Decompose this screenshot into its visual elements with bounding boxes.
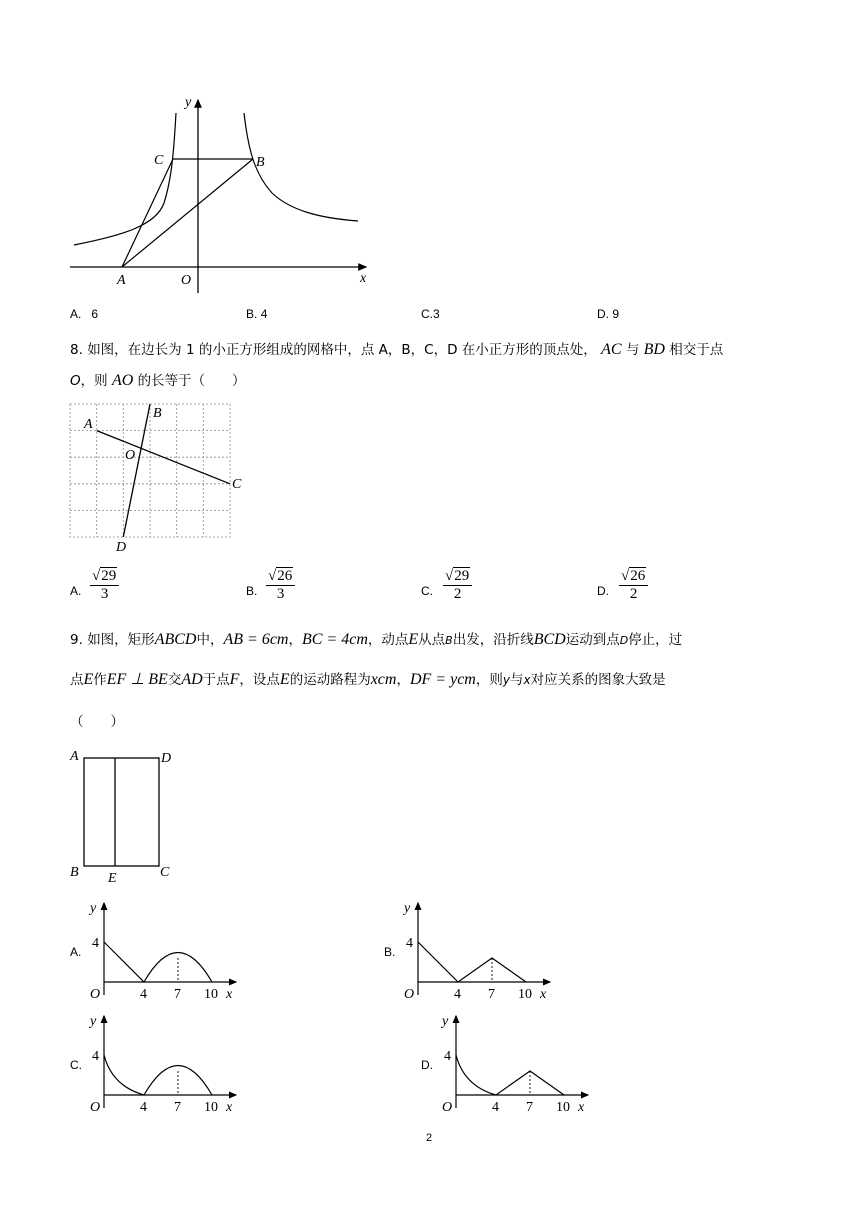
- q7-option-b-value: 4: [260, 307, 268, 321]
- q7-label-y: y: [185, 95, 192, 110]
- q7-option-c-value: 3: [433, 307, 440, 321]
- q9-l2a: 点: [70, 672, 84, 688]
- q8-option-d[interactable]: D.: [597, 584, 609, 598]
- q7-segment-AB: [122, 159, 253, 267]
- q9-b-small: B: [445, 634, 453, 647]
- q9-l2f: 的运动路程为: [289, 672, 371, 688]
- q9-graph-d-y4: 4: [444, 1049, 451, 1064]
- q9-xv: x: [523, 673, 531, 687]
- q7-figure: [60, 88, 380, 298]
- q8-option-b-denominator: 3: [276, 586, 285, 602]
- q7-segment-AC: [122, 159, 173, 267]
- q9-graph-a: [84, 895, 244, 1005]
- q9-yv: y: [502, 673, 510, 687]
- q9-dfy: DF = ycm: [409, 671, 476, 688]
- q9-graph-b-x10: 10: [518, 987, 532, 1002]
- q9-graph-c: [84, 1008, 244, 1118]
- q8-option-a-radicand: 29: [101, 568, 117, 584]
- q7-label-C: C: [154, 153, 164, 168]
- q8-option-c-radicand: 29: [454, 568, 470, 584]
- q7-label-A: A: [117, 273, 126, 288]
- q9-option-b[interactable]: B.: [384, 945, 396, 959]
- q9-graph-c-o: O: [90, 1100, 101, 1115]
- q8-ao: AO: [111, 372, 134, 389]
- q9-graph-b-x: x: [540, 987, 547, 1002]
- q8-option-d-fraction: $\frac{√26}{2}$: [619, 568, 648, 603]
- q8-text-1: 如图，在边长为 1 的小正方形组成的网格中，点 A，B，C，D 在小正方形的顶点处，: [87, 342, 597, 358]
- q9-option-d[interactable]: D.: [421, 1058, 433, 1072]
- q8-with: 与: [625, 342, 640, 358]
- q9-graph-b-x7: 7: [488, 987, 495, 1002]
- q8-option-a-fraction: $\frac{√29}{3}$: [90, 568, 119, 603]
- q8-then: ，则: [80, 373, 108, 389]
- q9-e2: E: [279, 671, 290, 688]
- q9-label-C: C: [160, 865, 170, 880]
- q9-graph-c-y4: 4: [92, 1049, 99, 1064]
- q8-option-b[interactable]: B.: [246, 584, 258, 598]
- q9-graph-a-o: O: [90, 987, 101, 1002]
- q9-graph-a-x7: 7: [174, 987, 181, 1002]
- q7-option-b[interactable]: [246, 307, 267, 321]
- q9-l2i: 与: [509, 672, 524, 688]
- q9-graph-c-x: x: [226, 1100, 233, 1115]
- q9-graph-d-x: x: [578, 1100, 585, 1115]
- q8-label-A: A: [84, 417, 93, 432]
- q9-t4: 从点: [418, 632, 446, 648]
- q9-graph-a-curve: [104, 942, 212, 982]
- q9-t1: 如图，矩形: [87, 632, 155, 648]
- q9-l2e: E: [83, 671, 94, 688]
- q9-d-small: D: [619, 634, 629, 647]
- q9-xcm: xcm: [370, 671, 397, 688]
- q7-option-c[interactable]: [421, 307, 440, 321]
- q9-l2g: ，: [396, 672, 410, 688]
- q9-graph-b-o: O: [404, 987, 415, 1002]
- q9-bc: BC = 4cm: [301, 631, 368, 648]
- q8-stem-line2: [70, 371, 246, 391]
- q8-line-BD: [123, 404, 150, 537]
- q8-option-b-fraction: $\frac{√26}{3}$: [266, 568, 295, 603]
- q7-option-a-letter: A.: [70, 307, 82, 321]
- q9-graph-d: [436, 1008, 596, 1118]
- q9-comma: ，: [288, 632, 302, 648]
- q9-graph-b-curve: [418, 942, 526, 982]
- q7-label-x: x: [360, 271, 367, 286]
- q9-f: F: [229, 671, 240, 688]
- q9-l2c: 交: [167, 672, 182, 688]
- q8-number: 8.: [70, 342, 83, 358]
- q8-option-c-fraction: $\frac{√29}{2}$: [443, 568, 472, 603]
- q9-option-c[interactable]: C.: [70, 1058, 82, 1072]
- q9-graph-b-y4: 4: [406, 936, 413, 951]
- q9-t5: 出发，沿折线: [452, 632, 534, 648]
- q9-graph-d-curve: [456, 1055, 564, 1095]
- q9-stem-line3: （ ）: [70, 714, 124, 730]
- q9-graph-c-x10: 10: [204, 1100, 218, 1115]
- q9-l2b: 作: [93, 672, 107, 688]
- q9-graph-d-o: O: [442, 1100, 453, 1115]
- q9-graph-a-y: y: [90, 901, 97, 916]
- q9-rectangle-ABCD: [84, 758, 159, 866]
- q9-t6: 运动到点: [565, 632, 620, 648]
- q8-option-a-denominator: 3: [100, 586, 109, 602]
- q8-ac: AC: [601, 341, 622, 358]
- q8-text-end: 的长等于（ ）: [137, 373, 246, 389]
- q8-option-d-denominator: 2: [629, 586, 638, 602]
- q9-graph-c-x7: 7: [174, 1100, 181, 1115]
- q8-label-B: B: [153, 406, 162, 421]
- q9-graph-d-x4: 4: [492, 1100, 499, 1115]
- q7-option-b-letter: B.: [246, 307, 258, 321]
- q9-rectangle-figure: [64, 742, 184, 887]
- q8-label-C: C: [232, 477, 242, 492]
- q7-left-hyperbola: [74, 113, 176, 245]
- q8-option-d-radicand: 26: [630, 568, 646, 584]
- q9-l2d: 于点: [202, 672, 230, 688]
- q7-option-d[interactable]: [597, 307, 619, 321]
- q9-stem-line1: [70, 630, 682, 651]
- q7-option-d-value: 9: [612, 307, 620, 321]
- q9-t7: 停止，过: [628, 632, 683, 648]
- q9-l2j: 对应关系的图象大致是: [530, 672, 666, 688]
- q8-bd: BD: [643, 341, 665, 358]
- q9-t3: ，动点: [367, 632, 409, 648]
- q9-graph-a-x10: 10: [204, 987, 218, 1002]
- q7-option-c-letter: C.: [421, 307, 433, 321]
- q9-ad: AD: [181, 671, 203, 688]
- q9-graph-a-y4: 4: [92, 936, 99, 951]
- q8-label-O: O: [125, 448, 136, 463]
- q9-graph-c-y: y: [90, 1014, 97, 1029]
- q9-graph-b: [398, 895, 558, 1005]
- q9-option-a[interactable]: A.: [70, 945, 82, 959]
- q7-option-a[interactable]: [70, 307, 98, 321]
- q8-option-c[interactable]: C.: [421, 584, 433, 598]
- q7-label-O: O: [181, 273, 192, 288]
- q7-label-B: B: [256, 155, 265, 170]
- q9-l2e2: ，设点: [239, 672, 280, 688]
- q9-graph-d-y: y: [442, 1014, 449, 1029]
- q9-graph-b-x4: 4: [454, 987, 461, 1002]
- q8-label-D: D: [116, 540, 127, 555]
- q8-stem-line1: [70, 340, 723, 360]
- q8-grid-figure: [64, 398, 254, 558]
- q9-l2h: ，则: [475, 672, 503, 688]
- q9-graph-a-x: x: [226, 987, 233, 1002]
- q8-grid: [70, 404, 230, 537]
- page-number: 2: [426, 1132, 433, 1144]
- q7-option-a-value: 6: [91, 307, 99, 321]
- q9-graph-a-x4: 4: [140, 987, 147, 1002]
- q9-stem-line2: [70, 670, 666, 690]
- q9-label-B: B: [70, 865, 79, 880]
- q9-ab: AB = 6cm: [223, 631, 289, 648]
- q9-label-E: E: [108, 871, 117, 886]
- q9-efbe: EF ⊥ BE: [106, 671, 168, 688]
- q8-option-c-denominator: 2: [453, 586, 462, 602]
- q9-number: 9.: [70, 632, 83, 648]
- q9-abcd: ABCD: [154, 631, 197, 648]
- q9-bcd: BCD: [533, 631, 566, 648]
- q9-graph-b-y: y: [404, 901, 411, 916]
- q9-graph-d-x7: 7: [526, 1100, 533, 1115]
- q9-e: E: [408, 631, 419, 648]
- q9-label-D: D: [161, 751, 172, 766]
- q9-graph-d-x10: 10: [556, 1100, 570, 1115]
- q8-option-b-radicand: 26: [277, 568, 293, 584]
- q7-option-d-letter: D.: [597, 307, 609, 321]
- q9-t2: 中，: [196, 632, 224, 648]
- q8-option-a[interactable]: A.: [70, 584, 82, 598]
- q8-point-o: O: [70, 373, 81, 389]
- q9-graph-c-x4: 4: [140, 1100, 147, 1115]
- q9-graph-c-curve: [104, 1055, 212, 1095]
- q9-label-A: A: [70, 749, 79, 764]
- q8-intersect: 相交于点: [669, 342, 724, 358]
